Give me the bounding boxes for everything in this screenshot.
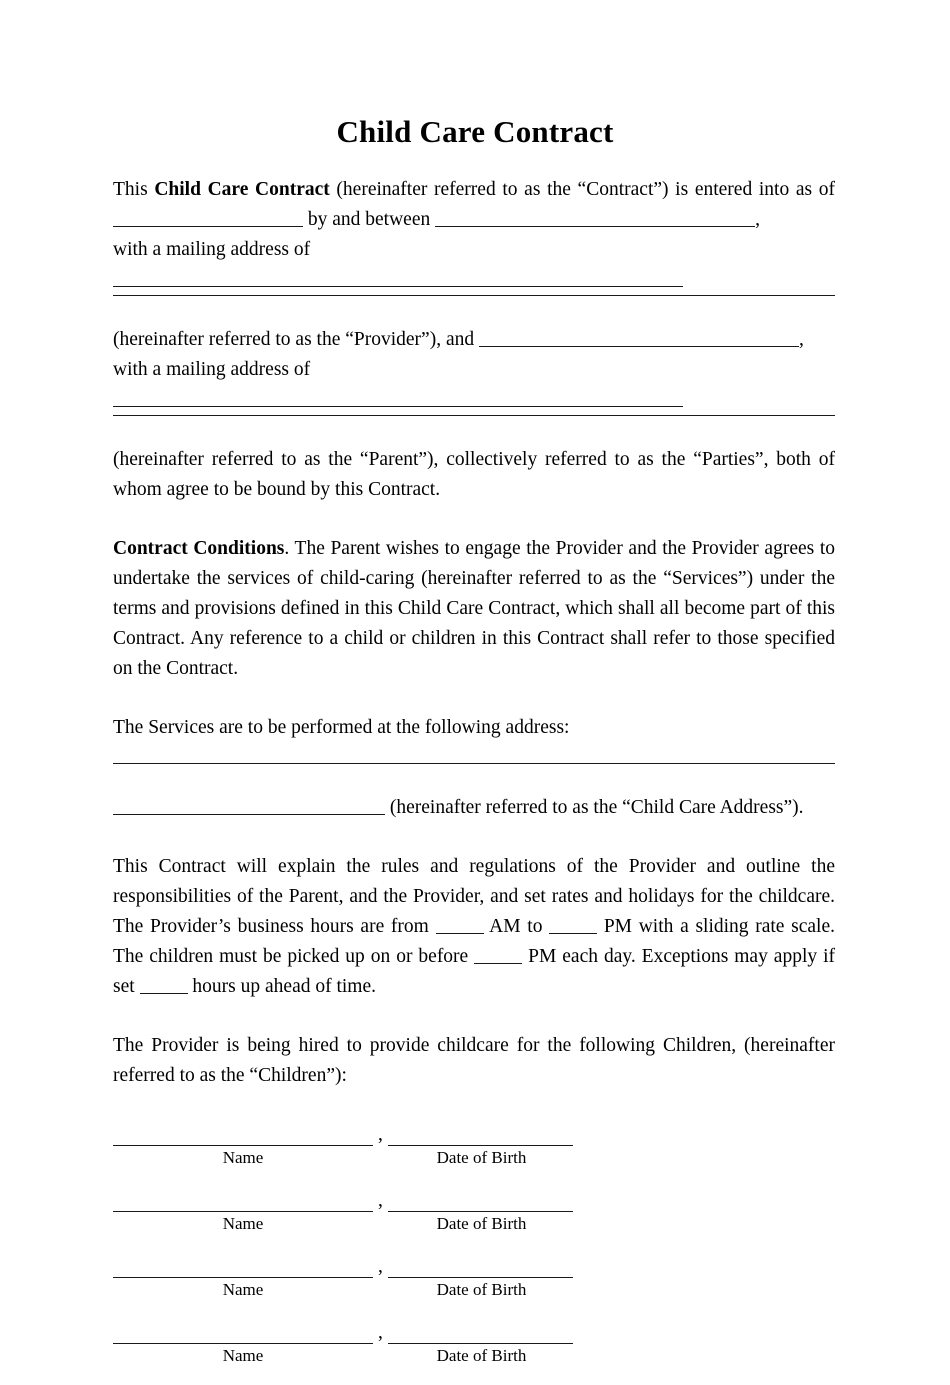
page-title: Child Care Contract	[336, 114, 614, 149]
rules-text-4: PM each day. Exceptions may apply if set	[113, 946, 835, 997]
parent-clause-paragraph: (hereinafter referred to as the “Parent”), collectively referred to as the “Parties”, both of whom agree to be bound by this Contract.	[113, 449, 835, 500]
parent-address-line2-row	[113, 415, 835, 445]
table-row	[113, 1319, 835, 1385]
intro-paragraph	[113, 175, 835, 235]
spacer	[113, 743, 835, 763]
child-name-label: Name	[222, 1346, 264, 1365]
child-care-address-line1-field[interactable]	[113, 763, 835, 764]
spacer	[113, 684, 835, 713]
child-row-lines	[113, 1319, 835, 1344]
child-row-labels	[113, 1148, 835, 1168]
child-care-address-suffix: (hereinafter referred to as the “Child Care Address”).	[385, 797, 804, 818]
child-care-address-line2-row	[113, 793, 835, 823]
spacer	[113, 505, 835, 534]
table-row	[113, 1253, 835, 1319]
provider-address-line1-field[interactable]	[113, 267, 683, 287]
child-row-lines	[113, 1253, 835, 1278]
spacer	[113, 823, 835, 852]
intro-text-a: This	[113, 179, 155, 200]
child-row-labels	[113, 1280, 835, 1300]
child-name-label: Name	[222, 1214, 264, 1233]
open-time-field[interactable]	[436, 914, 484, 934]
row-separator: ,	[378, 1321, 383, 1343]
parent-name-field[interactable]	[479, 327, 799, 347]
rules-text-1: This Contract will explain the rules and regulations of the Provider and outline the responsibilities of the Parent, and the Provider, and set rates and holidays for the childcare. The Provider’s business hours are from	[113, 856, 835, 937]
label-spacer	[373, 1346, 389, 1366]
provider-clause-comma: ,	[798, 329, 804, 350]
child-dob-field-1[interactable]	[388, 1123, 573, 1146]
row-separator: ,	[378, 1189, 383, 1211]
children-fields-table	[113, 1121, 835, 1385]
child-care-address-line1-row	[113, 763, 835, 793]
provider-mailing-address-label: with a mailing address of	[113, 239, 311, 260]
child-care-address-line2-field[interactable]	[113, 795, 385, 815]
child-dob-label: Date of Birth	[436, 1280, 527, 1299]
parent-mailing-address-label: with a mailing address of	[113, 359, 311, 380]
child-name-field-2[interactable]	[113, 1189, 373, 1212]
rules-text-5: hours up ahead of time.	[187, 976, 376, 997]
parent-address-line2-field[interactable]	[113, 415, 835, 416]
child-name-field-3[interactable]	[113, 1255, 373, 1278]
provider-name-field[interactable]	[435, 207, 755, 227]
services-address-intro: The Services are to be performed at the following address:	[113, 717, 570, 738]
table-row	[113, 1187, 835, 1253]
child-dob-label: Date of Birth	[436, 1214, 527, 1233]
child-row-labels	[113, 1214, 835, 1234]
provider-address-line2-field[interactable]	[113, 295, 835, 296]
label-spacer	[373, 1148, 389, 1168]
provider-clause-line	[113, 325, 835, 355]
intro-text-c: (hereinafter referred to as the “Contract”) is entered into as of	[329, 179, 835, 200]
child-row-labels	[113, 1346, 835, 1366]
date-of-contract-field[interactable]	[113, 207, 303, 227]
rules-text-3: PM with a sliding rate scale. The children must be picked up on or before	[113, 916, 835, 967]
child-dob-field-3[interactable]	[388, 1255, 573, 1278]
child-name-field-1[interactable]	[113, 1123, 373, 1146]
row-separator: ,	[378, 1255, 383, 1277]
contract-name-bold: Child Care Contract	[154, 179, 330, 200]
intro-text-d: by and between	[303, 209, 436, 230]
child-name-label: Name	[222, 1148, 264, 1167]
rules-text-2: AM to	[483, 916, 550, 937]
child-dob-field-2[interactable]	[388, 1189, 573, 1212]
child-name-field-4[interactable]	[113, 1321, 373, 1344]
parent-mailing-address-line	[113, 355, 835, 415]
child-name-label: Name	[222, 1280, 264, 1299]
children-intro-paragraph: The Provider is being hired to provide childcare for the following Children, (hereinafter referred to as the “Children”):	[113, 1035, 835, 1086]
child-dob-field-4[interactable]	[388, 1321, 573, 1344]
child-dob-label: Date of Birth	[436, 1148, 527, 1167]
close-time-field[interactable]	[549, 914, 597, 934]
parent-address-line1-field[interactable]	[113, 387, 683, 407]
provider-clause-text: (hereinafter referred to as the “Provider”), and	[113, 329, 479, 350]
pickup-time-field[interactable]	[474, 944, 522, 964]
advance-notice-hours-field[interactable]	[140, 974, 188, 994]
spacer	[113, 1002, 835, 1031]
label-spacer	[373, 1214, 389, 1234]
label-spacer	[373, 1280, 389, 1300]
document-body	[113, 175, 835, 1385]
contract-conditions-paragraph	[113, 534, 835, 684]
contract-conditions-body: . The Parent wishes to engage the Provider and the Provider agrees to undertake the services of child-caring (hereinafter referred to as the “Services”) under the terms and provisions defined in this Child Care Contract, which shall all become part of this Contract. Any reference to a child or children in this Contract shall refer to those specified on the Contract.	[113, 538, 836, 679]
table-row	[113, 1121, 835, 1187]
provider-mailing-address-line	[113, 235, 835, 295]
rules-and-hours-paragraph	[113, 852, 835, 1002]
contract-conditions-heading: Contract Conditions	[113, 538, 285, 559]
row-separator: ,	[378, 1123, 383, 1145]
child-row-lines	[113, 1121, 835, 1146]
intro-text-e: ,	[755, 209, 760, 230]
child-row-lines	[113, 1187, 835, 1212]
provider-address-line2-row	[113, 295, 835, 325]
child-dob-label: Date of Birth	[436, 1346, 527, 1365]
